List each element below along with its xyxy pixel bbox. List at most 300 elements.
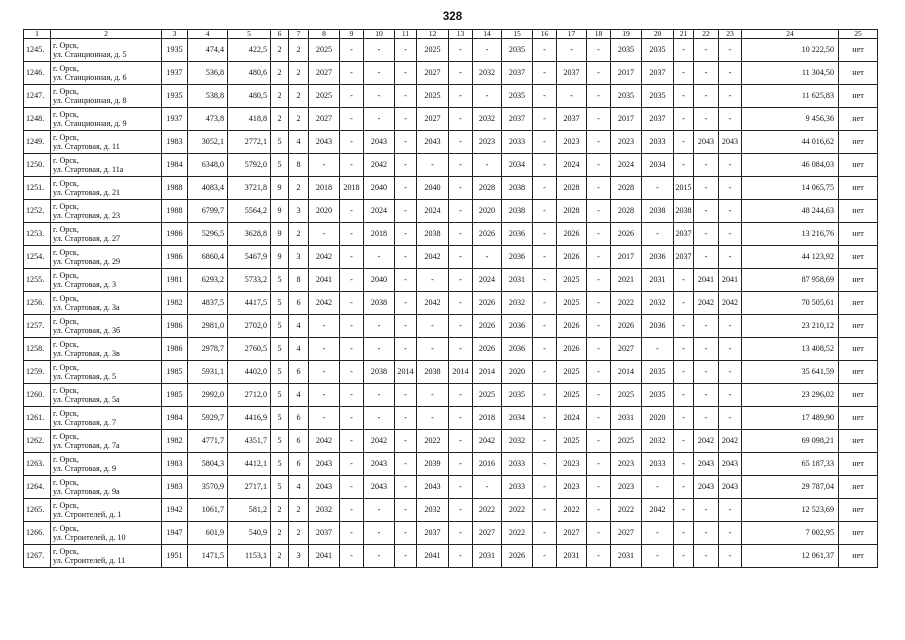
row-number-cell: 1246. bbox=[24, 62, 51, 85]
address-line: ул. Стартовая, д. 3в bbox=[53, 349, 120, 358]
data-cell: 1983 bbox=[162, 131, 188, 154]
data-cell: - bbox=[417, 269, 449, 292]
data-cell: 2026 bbox=[473, 223, 502, 246]
data-cell: - bbox=[674, 62, 694, 85]
data-cell: - bbox=[719, 338, 742, 361]
data-cell: 2042 bbox=[309, 430, 340, 453]
data-cell: 2027 bbox=[473, 522, 502, 545]
data-cell: - bbox=[417, 407, 449, 430]
address-cell bbox=[51, 246, 162, 269]
status-cell: нет bbox=[839, 384, 878, 407]
data-cell: - bbox=[719, 499, 742, 522]
table-row bbox=[24, 223, 878, 246]
area-cell: 4417,5 bbox=[228, 292, 271, 315]
data-cell: - bbox=[587, 108, 611, 131]
data-cell: 1935 bbox=[162, 39, 188, 62]
data-cell: - bbox=[719, 200, 742, 223]
area-cell: 3570,9 bbox=[188, 476, 228, 499]
data-cell: 2038 bbox=[502, 177, 533, 200]
data-cell: 2041 bbox=[309, 269, 340, 292]
column-number-header: 7 bbox=[289, 30, 309, 39]
data-cell: - bbox=[719, 246, 742, 269]
status-cell: нет bbox=[839, 545, 878, 568]
data-cell: 2027 bbox=[309, 62, 340, 85]
row-number-cell: 1260. bbox=[24, 384, 51, 407]
data-cell: - bbox=[309, 315, 340, 338]
area-cell: 2717,1 bbox=[228, 476, 271, 499]
data-cell: 2018 bbox=[473, 407, 502, 430]
column-number-header: 19 bbox=[611, 30, 642, 39]
data-cell: 2043 bbox=[694, 476, 719, 499]
table-row bbox=[24, 430, 878, 453]
data-cell: 2027 bbox=[557, 522, 587, 545]
column-number-header: 18 bbox=[587, 30, 611, 39]
status-cell: нет bbox=[839, 154, 878, 177]
data-cell: 2025 bbox=[557, 292, 587, 315]
area-cell: 2702,0 bbox=[228, 315, 271, 338]
data-cell: 2037 bbox=[309, 522, 340, 545]
data-cell: - bbox=[674, 39, 694, 62]
area-cell: 581,2 bbox=[228, 499, 271, 522]
data-cell: 2036 bbox=[502, 315, 533, 338]
data-cell: 2033 bbox=[502, 131, 533, 154]
column-number-header: 9 bbox=[340, 30, 364, 39]
cost-cell: 10 222,50 bbox=[742, 39, 839, 62]
data-cell: - bbox=[340, 499, 364, 522]
data-cell: - bbox=[449, 545, 473, 568]
data-cell: - bbox=[587, 476, 611, 499]
table-row bbox=[24, 39, 878, 62]
data-cell: 5 bbox=[271, 338, 289, 361]
data-cell: - bbox=[587, 522, 611, 545]
data-cell: - bbox=[340, 430, 364, 453]
data-cell: - bbox=[674, 292, 694, 315]
data-cell: - bbox=[533, 269, 557, 292]
data-cell: - bbox=[340, 85, 364, 108]
data-cell: 2032 bbox=[642, 430, 674, 453]
data-cell: - bbox=[449, 177, 473, 200]
data-cell: - bbox=[449, 476, 473, 499]
data-cell: - bbox=[309, 338, 340, 361]
data-cell: 2014 bbox=[473, 361, 502, 384]
row-number-cell: 1267. bbox=[24, 545, 51, 568]
data-cell: 2033 bbox=[642, 453, 674, 476]
data-cell: 2 bbox=[289, 177, 309, 200]
table-row bbox=[24, 361, 878, 384]
data-cell: 9 bbox=[271, 246, 289, 269]
row-number-cell: 1265. bbox=[24, 499, 51, 522]
data-cell: 2023 bbox=[557, 453, 587, 476]
address-line: г. Орск, bbox=[53, 523, 79, 533]
data-cell: - bbox=[719, 407, 742, 430]
address-line: г. Орск, bbox=[53, 316, 79, 326]
row-number-cell: 1256. bbox=[24, 292, 51, 315]
data-cell: - bbox=[533, 62, 557, 85]
data-cell: - bbox=[309, 154, 340, 177]
data-cell: 5 bbox=[271, 154, 289, 177]
data-cell: 5 bbox=[271, 453, 289, 476]
data-cell: - bbox=[587, 269, 611, 292]
cost-cell: 44 123,92 bbox=[742, 246, 839, 269]
address-line: ул. Стартовая, д. 3 bbox=[53, 280, 117, 289]
data-cell: - bbox=[533, 430, 557, 453]
data-cell: - bbox=[587, 407, 611, 430]
data-cell: 8 bbox=[289, 269, 309, 292]
data-cell: - bbox=[719, 85, 742, 108]
data-cell: - bbox=[674, 269, 694, 292]
row-number-cell: 1258. bbox=[24, 338, 51, 361]
data-cell: 2042 bbox=[719, 292, 742, 315]
column-number-header: 11 bbox=[395, 30, 417, 39]
address-cell bbox=[51, 39, 162, 62]
data-cell: 2 bbox=[271, 39, 289, 62]
data-cell: 2036 bbox=[642, 246, 674, 269]
data-cell: 2020 bbox=[473, 200, 502, 223]
data-cell: - bbox=[587, 361, 611, 384]
data-cell: 1951 bbox=[162, 545, 188, 568]
data-cell: 2031 bbox=[502, 269, 533, 292]
data-cell: - bbox=[674, 407, 694, 430]
data-cell: 2031 bbox=[642, 269, 674, 292]
data-cell: 2027 bbox=[611, 522, 642, 545]
data-cell: 2 bbox=[289, 85, 309, 108]
data-cell: 2042 bbox=[694, 292, 719, 315]
data-cell: - bbox=[364, 522, 395, 545]
data-cell: 2043 bbox=[719, 453, 742, 476]
data-cell: 9 bbox=[271, 223, 289, 246]
row-number-cell: 1261. bbox=[24, 407, 51, 430]
data-cell: - bbox=[449, 246, 473, 269]
data-cell: - bbox=[395, 246, 417, 269]
data-cell: 2021 bbox=[611, 269, 642, 292]
data-cell: - bbox=[309, 361, 340, 384]
data-cell: 1982 bbox=[162, 292, 188, 315]
data-cell: 6 bbox=[289, 407, 309, 430]
data-cell: - bbox=[557, 39, 587, 62]
data-cell: 2023 bbox=[557, 131, 587, 154]
data-cell: 2020 bbox=[502, 361, 533, 384]
data-cell: 2017 bbox=[611, 62, 642, 85]
data-cell: - bbox=[674, 108, 694, 131]
data-cell: - bbox=[674, 453, 694, 476]
data-cell: 2 bbox=[271, 499, 289, 522]
data-cell: 2033 bbox=[642, 131, 674, 154]
data-cell: 1981 bbox=[162, 269, 188, 292]
data-cell: 2037 bbox=[674, 246, 694, 269]
data-cell: 2032 bbox=[502, 292, 533, 315]
status-cell: нет bbox=[839, 361, 878, 384]
data-cell: - bbox=[449, 269, 473, 292]
row-number-cell: 1266. bbox=[24, 522, 51, 545]
data-cell: - bbox=[364, 384, 395, 407]
address-line: г. Орск, bbox=[53, 40, 79, 50]
data-cell: 2035 bbox=[611, 39, 642, 62]
column-number-header: 22 bbox=[694, 30, 719, 39]
data-cell: - bbox=[674, 545, 694, 568]
data-cell: 3 bbox=[289, 545, 309, 568]
data-cell: 1984 bbox=[162, 154, 188, 177]
data-cell: - bbox=[587, 39, 611, 62]
address-line: г. Орск, bbox=[53, 224, 79, 234]
table-row bbox=[24, 476, 878, 499]
area-cell: 1061,7 bbox=[188, 499, 228, 522]
data-cell: 4 bbox=[289, 131, 309, 154]
data-cell: 2043 bbox=[417, 476, 449, 499]
data-cell: 5 bbox=[271, 315, 289, 338]
data-cell: - bbox=[533, 246, 557, 269]
address-line: г. Орск, bbox=[53, 109, 79, 119]
data-cell: - bbox=[340, 315, 364, 338]
data-cell: - bbox=[642, 223, 674, 246]
data-cell: 1937 bbox=[162, 62, 188, 85]
data-cell: 2020 bbox=[642, 407, 674, 430]
data-cell: - bbox=[340, 384, 364, 407]
data-cell: 2040 bbox=[417, 177, 449, 200]
area-cell: 2992,0 bbox=[188, 384, 228, 407]
data-cell: 2026 bbox=[611, 223, 642, 246]
data-cell: 2026 bbox=[557, 315, 587, 338]
data-cell: 2035 bbox=[611, 85, 642, 108]
data-cell: - bbox=[533, 499, 557, 522]
data-cell: 2025 bbox=[611, 384, 642, 407]
data-cell: - bbox=[719, 315, 742, 338]
data-cell: - bbox=[340, 269, 364, 292]
data-cell: 2027 bbox=[611, 338, 642, 361]
data-cell: - bbox=[340, 338, 364, 361]
data-cell: - bbox=[395, 384, 417, 407]
data-cell: - bbox=[340, 453, 364, 476]
table-row bbox=[24, 338, 878, 361]
column-number-header: 3 bbox=[162, 30, 188, 39]
data-cell: 2037 bbox=[417, 522, 449, 545]
data-cell: 2027 bbox=[417, 108, 449, 131]
data-cell: 2037 bbox=[557, 108, 587, 131]
data-cell: - bbox=[642, 338, 674, 361]
data-cell: 2025 bbox=[611, 430, 642, 453]
data-cell: - bbox=[309, 407, 340, 430]
area-cell: 538,8 bbox=[188, 85, 228, 108]
data-cell: 1947 bbox=[162, 522, 188, 545]
data-cell: - bbox=[340, 545, 364, 568]
data-cell: 2041 bbox=[694, 269, 719, 292]
address-line: ул. Станционная, д. 6 bbox=[53, 73, 127, 82]
column-number-header: 16 bbox=[533, 30, 557, 39]
cost-cell: 7 002,95 bbox=[742, 522, 839, 545]
data-cell: - bbox=[449, 338, 473, 361]
area-cell: 4351,7 bbox=[228, 430, 271, 453]
data-cell: 2038 bbox=[502, 200, 533, 223]
table-row bbox=[24, 269, 878, 292]
data-cell: 2035 bbox=[642, 85, 674, 108]
table-row bbox=[24, 384, 878, 407]
address-cell bbox=[51, 154, 162, 177]
address-line: ул. Стартовая, д. 3б bbox=[53, 326, 121, 335]
address-line: ул. Строителей, д. 1 bbox=[53, 510, 122, 519]
data-cell: 2034 bbox=[502, 154, 533, 177]
table-row bbox=[24, 177, 878, 200]
column-number-header: 1 bbox=[24, 30, 51, 39]
data-cell: - bbox=[642, 476, 674, 499]
data-cell: - bbox=[533, 39, 557, 62]
address-line: г. Орск, bbox=[53, 132, 79, 142]
data-cell: - bbox=[587, 131, 611, 154]
area-cell: 601,9 bbox=[188, 522, 228, 545]
data-cell: 2 bbox=[289, 108, 309, 131]
data-cell: 2026 bbox=[473, 338, 502, 361]
data-cell: - bbox=[533, 407, 557, 430]
status-cell: нет bbox=[839, 476, 878, 499]
area-cell: 2981,0 bbox=[188, 315, 228, 338]
data-cell: 2042 bbox=[364, 430, 395, 453]
cost-cell: 23 296,02 bbox=[742, 384, 839, 407]
data-cell: 2026 bbox=[557, 338, 587, 361]
column-number-header: 8 bbox=[309, 30, 340, 39]
data-cell: 2022 bbox=[502, 499, 533, 522]
data-cell: - bbox=[694, 315, 719, 338]
data-cell: 2036 bbox=[502, 246, 533, 269]
data-cell: 1984 bbox=[162, 407, 188, 430]
data-cell: - bbox=[719, 62, 742, 85]
data-cell: - bbox=[694, 200, 719, 223]
data-cell: 2018 bbox=[309, 177, 340, 200]
data-cell: - bbox=[395, 200, 417, 223]
table-header-row bbox=[24, 30, 878, 39]
data-cell: 1986 bbox=[162, 246, 188, 269]
data-cell: - bbox=[533, 338, 557, 361]
data-cell: 2 bbox=[289, 62, 309, 85]
address-line: г. Орск, bbox=[53, 86, 79, 96]
data-cell: - bbox=[364, 499, 395, 522]
address-cell bbox=[51, 223, 162, 246]
data-cell: - bbox=[395, 430, 417, 453]
data-cell: - bbox=[674, 430, 694, 453]
address-line: ул. Строителей, д. 11 bbox=[53, 556, 126, 565]
status-cell: нет bbox=[839, 499, 878, 522]
area-cell: 6860,4 bbox=[188, 246, 228, 269]
data-cell: 2038 bbox=[642, 200, 674, 223]
row-number-cell: 1248. bbox=[24, 108, 51, 131]
data-cell: - bbox=[694, 85, 719, 108]
table-row bbox=[24, 499, 878, 522]
data-cell: 2 bbox=[271, 62, 289, 85]
data-cell: 2026 bbox=[557, 223, 587, 246]
address-line: ул. Стартовая, д. 5а bbox=[53, 395, 120, 404]
data-cell: - bbox=[719, 361, 742, 384]
data-cell: - bbox=[694, 361, 719, 384]
data-cell: - bbox=[340, 154, 364, 177]
data-cell: - bbox=[449, 384, 473, 407]
data-cell: 4 bbox=[289, 338, 309, 361]
data-cell: 3 bbox=[289, 246, 309, 269]
data-cell: 8 bbox=[289, 154, 309, 177]
data-cell: 2036 bbox=[502, 223, 533, 246]
data-cell: - bbox=[694, 154, 719, 177]
data-cell: - bbox=[674, 522, 694, 545]
data-cell: - bbox=[340, 200, 364, 223]
data-cell: 2023 bbox=[611, 453, 642, 476]
address-line: ул. Станционная, д. 8 bbox=[53, 96, 127, 105]
data-cell: 2014 bbox=[611, 361, 642, 384]
data-cell: - bbox=[364, 62, 395, 85]
table-row bbox=[24, 407, 878, 430]
data-cell: 2022 bbox=[502, 522, 533, 545]
data-cell: - bbox=[473, 246, 502, 269]
data-cell: 1988 bbox=[162, 177, 188, 200]
data-cell: 2035 bbox=[642, 39, 674, 62]
address-line: г. Орск, bbox=[53, 385, 79, 395]
data-cell: 1986 bbox=[162, 223, 188, 246]
area-cell: 4083,4 bbox=[188, 177, 228, 200]
data-cell: - bbox=[309, 384, 340, 407]
cost-cell: 87 958,69 bbox=[742, 269, 839, 292]
column-number-header: 21 bbox=[674, 30, 694, 39]
area-cell: 480,5 bbox=[228, 85, 271, 108]
table-row bbox=[24, 545, 878, 568]
data-cell: - bbox=[694, 108, 719, 131]
data-cell: 2024 bbox=[364, 200, 395, 223]
data-cell: - bbox=[533, 361, 557, 384]
data-cell: 2028 bbox=[611, 177, 642, 200]
data-cell: 2043 bbox=[417, 131, 449, 154]
address-line: г. Орск, bbox=[53, 431, 79, 441]
data-cell: - bbox=[533, 453, 557, 476]
data-cell: 1986 bbox=[162, 338, 188, 361]
data-cell: 2033 bbox=[502, 476, 533, 499]
data-cell: 2025 bbox=[417, 39, 449, 62]
area-cell: 5804,3 bbox=[188, 453, 228, 476]
column-number-header: 14 bbox=[473, 30, 502, 39]
data-cell: - bbox=[587, 246, 611, 269]
data-cell: 1986 bbox=[162, 315, 188, 338]
table-row bbox=[24, 453, 878, 476]
data-cell: - bbox=[309, 223, 340, 246]
data-cell: 2025 bbox=[557, 269, 587, 292]
row-number-cell: 1262. bbox=[24, 430, 51, 453]
address-line: г. Орск, bbox=[53, 155, 79, 165]
data-cell: - bbox=[719, 384, 742, 407]
data-cell: - bbox=[642, 177, 674, 200]
table-row bbox=[24, 522, 878, 545]
data-cell: 2026 bbox=[502, 545, 533, 568]
row-number-cell: 1257. bbox=[24, 315, 51, 338]
data-cell: 2017 bbox=[611, 246, 642, 269]
data-cell: 2028 bbox=[611, 200, 642, 223]
data-cell: - bbox=[395, 177, 417, 200]
data-cell: - bbox=[587, 154, 611, 177]
data-cell: 2041 bbox=[417, 545, 449, 568]
data-cell: - bbox=[417, 315, 449, 338]
data-cell: 2039 bbox=[417, 453, 449, 476]
data-cell: - bbox=[449, 131, 473, 154]
data-cell: 6 bbox=[289, 453, 309, 476]
data-cell: 2042 bbox=[642, 499, 674, 522]
data-cell: - bbox=[557, 85, 587, 108]
data-cell: - bbox=[417, 338, 449, 361]
data-cell: - bbox=[674, 476, 694, 499]
data-cell: 4 bbox=[289, 384, 309, 407]
status-cell: нет bbox=[839, 338, 878, 361]
data-cell: 2037 bbox=[557, 62, 587, 85]
data-cell: 2036 bbox=[502, 338, 533, 361]
data-cell: - bbox=[395, 522, 417, 545]
area-cell: 4412,1 bbox=[228, 453, 271, 476]
address-cell bbox=[51, 200, 162, 223]
area-cell: 5929,7 bbox=[188, 407, 228, 430]
data-cell: 2037 bbox=[642, 108, 674, 131]
data-cell: 2018 bbox=[364, 223, 395, 246]
data-cell: - bbox=[587, 430, 611, 453]
area-cell: 3721,8 bbox=[228, 177, 271, 200]
